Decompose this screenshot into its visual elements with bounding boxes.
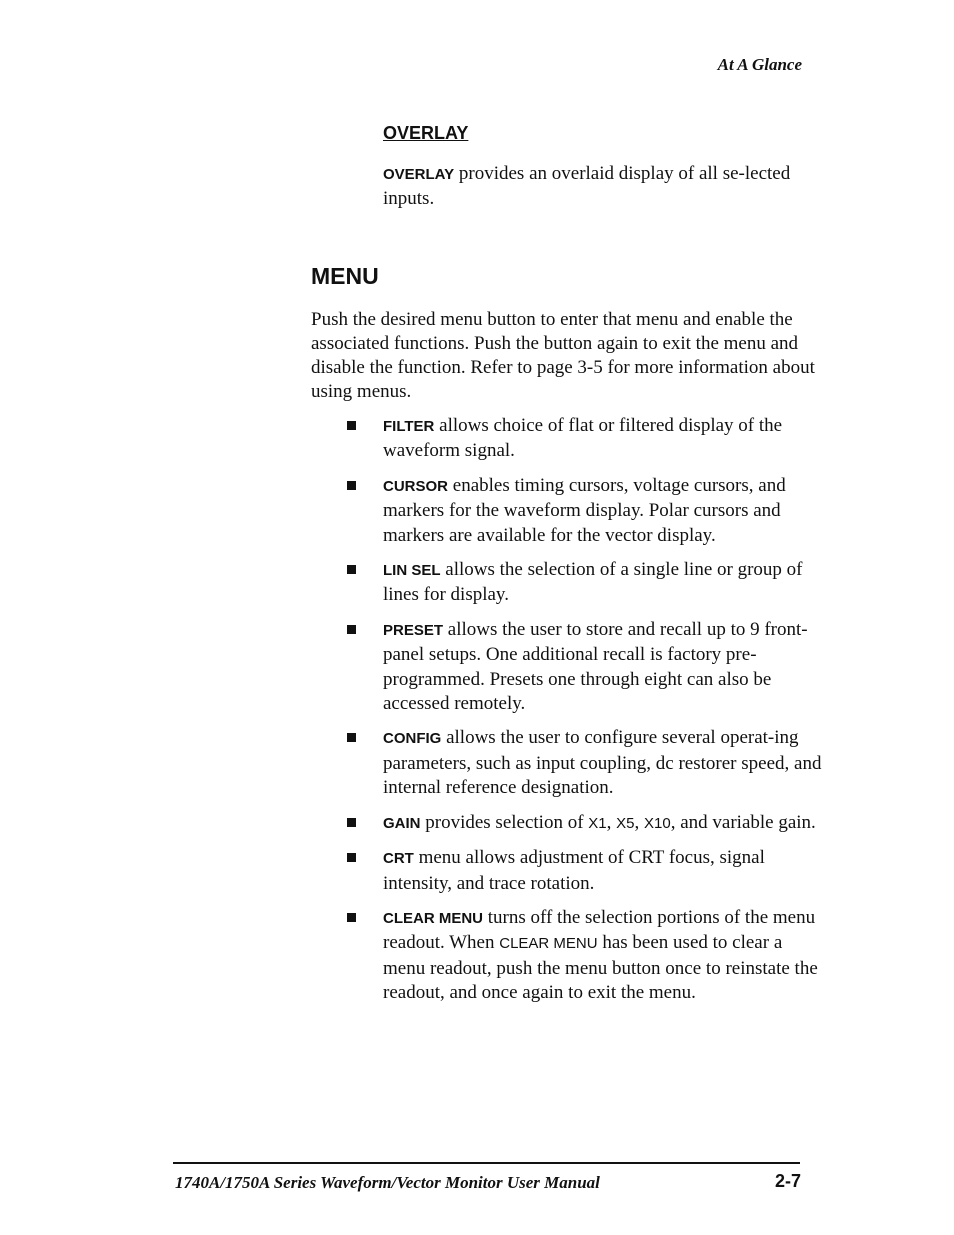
- item-keyword: CURSOR: [383, 477, 449, 495]
- separator: ,: [606, 811, 617, 833]
- square-bullet-icon: [347, 733, 356, 742]
- separator: ,: [634, 811, 645, 833]
- item-text: allows choice of flat or filtered display of the waveform signal.: [383, 415, 783, 462]
- inline-keyword: CLEAR MENU: [499, 935, 598, 953]
- list-item-preset: [347, 618, 822, 717]
- item-keyword: FILTER: [383, 418, 435, 435]
- item-text: allows the user to configure several operat-ing parameters, such as input coupling, dc restorer speed, and internal reference designation.: [383, 727, 822, 799]
- overlay-section-title: OVERLAY: [383, 123, 469, 143]
- list-item-gain: [347, 811, 822, 836]
- item-text: allows the selection of a single line or group of lines for display.: [383, 559, 803, 606]
- menu-heading: MENU: [311, 263, 379, 289]
- item-text-end: , and variable gain.: [670, 811, 816, 833]
- square-bullet-icon: [347, 421, 356, 430]
- gain-x10: X10: [644, 814, 671, 832]
- item-text: turns off the selection portions of the menu readout. When: [383, 906, 816, 954]
- item-keyword: GAIN: [383, 814, 421, 832]
- menu-button-list: [347, 414, 822, 1016]
- item-text-end: has been used to clear a menu readout, push the menu button once to reinstate the readout, and once again to exit the menu.: [383, 932, 818, 1004]
- item-text: menu allows adjustment of CRT focus, signal intensity, and trace rotation.: [383, 847, 765, 894]
- list-item-crt: [347, 846, 822, 896]
- footer-manual-title: 1740A/1750A Series Waveform/Vector Monitor User Manual: [175, 1173, 600, 1192]
- gain-x1: X1: [588, 814, 607, 832]
- running-header: At A Glance: [717, 55, 802, 74]
- square-bullet-icon: [347, 625, 356, 634]
- square-bullet-icon: [347, 913, 356, 922]
- menu-intro-paragraph: Push the desired menu button to enter that menu and enable the associated functions. Push the button again to exit the menu and disable the function. Refer to page 3-5 for more information about using menus.: [311, 309, 815, 402]
- item-keyword: LIN SEL: [383, 562, 441, 580]
- square-bullet-icon: [347, 565, 356, 574]
- item-keyword: PRESET: [383, 621, 444, 639]
- item-keyword: CLEAR MENU: [383, 909, 483, 927]
- overlay-keyword: OVERLAY: [383, 166, 455, 183]
- page-number: 2-7: [774, 1171, 801, 1191]
- list-item-cursor: [347, 474, 822, 548]
- list-item-filter: [347, 414, 822, 464]
- square-bullet-icon: [347, 481, 356, 490]
- square-bullet-icon: [347, 818, 356, 827]
- item-keyword: CONFIG: [383, 730, 442, 748]
- overlay-description: [383, 162, 803, 211]
- item-text: allows the user to store and recall up to 9 front-panel setups. One additional recall is factory pre-programmed. Presets one through eight can also be accessed remotely.: [383, 618, 808, 715]
- overlay-description-text: provides an overlaid display of all se-lected inputs.: [383, 163, 791, 209]
- square-bullet-icon: [347, 853, 356, 862]
- list-item-lin-sel: [347, 558, 822, 608]
- gain-x5: X5: [616, 814, 635, 832]
- item-text: provides selection of: [420, 811, 589, 833]
- list-item-clear-menu: [347, 906, 822, 1006]
- footer-divider: [173, 1162, 800, 1164]
- item-keyword: CRT: [383, 850, 414, 868]
- item-text: enables timing cursors, voltage cursors, and markers for the waveform display. Polar cursors and markers are available for the vector display.: [383, 474, 786, 546]
- list-item-config: [347, 726, 822, 800]
